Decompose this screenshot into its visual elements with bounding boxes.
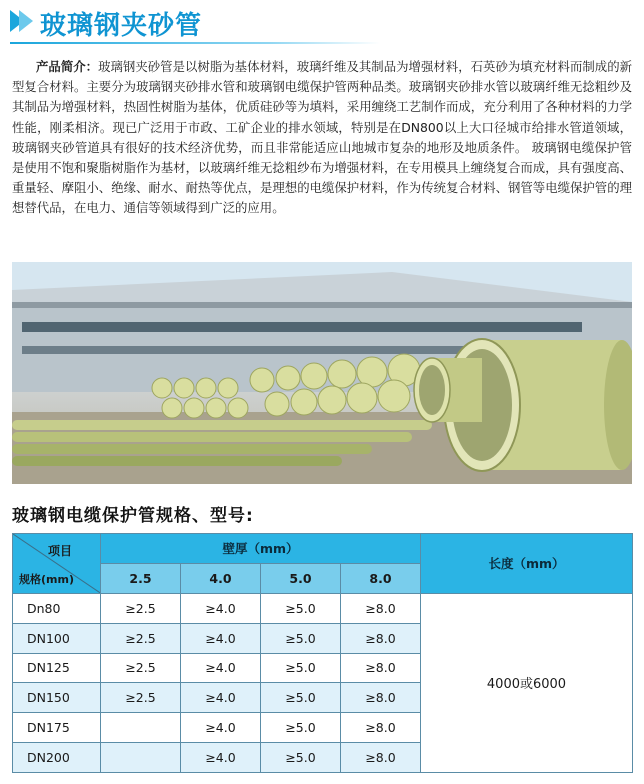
- wall-thickness-header: 壁厚（mm）: [101, 534, 421, 564]
- value-cell: ≥4.0: [181, 623, 261, 653]
- value-cell: ≥4.0: [181, 653, 261, 683]
- spec-cell: DN200: [13, 743, 101, 773]
- value-cell: [101, 743, 181, 773]
- spec-cell: Dn80: [13, 593, 101, 623]
- table-row: [13, 593, 633, 623]
- corner-spec-label: 规格(mm): [19, 572, 74, 586]
- spec-cell: DN100: [13, 623, 101, 653]
- value-cell: ≥4.0: [181, 683, 261, 713]
- intro-body: 玻璃钢夹砂管是以树脂为基体材料，玻璃纤维及其制品为增强材料，石英砂为填充材料而制成的新型复合材料。主要分为玻璃钢夹砂排水管和玻璃钢电缆保护管两种品类。玻璃钢夹砂排水管以玻璃纤维无捻粗纱及其制品为增强材料，热固性树脂为基体，优质硅砂等为填料，采用缠绕工艺制作而成，充分利用了各种材料的力学性能，刚柔相济。现已广泛用于市政、工矿企业的排水领域，特别是在DN800以上大口径城市给排水管道领域，玻璃钢夹砂管道具有很好的技术经济优势，而且非常能适应山地城市复杂的地形及地质条件。 玻璃钢电缆保护管是使用不饱和聚脂树脂作为基材，以玻璃纤维无捻粗纱布为增强材料，在专用模具上缠绕复合而成，具有强度高、重量轻、摩阻小、绝缘、耐水、耐热等优点，是理想的电缆保护材料，作为传统复合材料、钢管等电缆保护管的理想替代品，在电力、通信等领域得到广泛的应用。: [12, 59, 633, 216]
- section-title: 玻璃钢电缆保护管规格、型号:: [12, 506, 254, 526]
- thickness-col-header: 4.0: [181, 563, 261, 593]
- intro-lead: 产品简介：: [36, 59, 99, 74]
- spec-table: [12, 533, 633, 773]
- length-value-cell: 4000或6000: [421, 593, 633, 772]
- value-cell: ≥8.0: [341, 623, 421, 653]
- title-underline: [10, 42, 380, 44]
- value-cell: ≥8.0: [341, 653, 421, 683]
- spec-cell: DN125: [13, 653, 101, 683]
- value-cell: ≥5.0: [261, 653, 341, 683]
- table-corner-header: [13, 534, 101, 594]
- spec-cell: DN175: [13, 713, 101, 743]
- spec-cell: DN150: [13, 683, 101, 713]
- value-cell: ≥4.0: [181, 713, 261, 743]
- value-cell: ≥2.5: [101, 653, 181, 683]
- value-cell: ≥5.0: [261, 623, 341, 653]
- value-cell: ≥2.5: [101, 593, 181, 623]
- value-cell: ≥4.0: [181, 743, 261, 773]
- corner-item-label: 项目: [47, 544, 72, 558]
- value-cell: ≥8.0: [341, 593, 421, 623]
- value-cell: ≥8.0: [341, 743, 421, 773]
- value-cell: ≥4.0: [181, 593, 261, 623]
- value-cell: ≥5.0: [261, 713, 341, 743]
- page-title: 玻璃钢夹砂管: [40, 11, 203, 41]
- product-photo: [12, 262, 632, 484]
- value-cell: ≥8.0: [341, 713, 421, 743]
- thickness-col-header: 2.5: [101, 563, 181, 593]
- length-header: 长度（mm）: [421, 534, 633, 594]
- product-intro: [12, 57, 632, 219]
- page-header: [0, 0, 644, 48]
- value-cell: ≥5.0: [261, 743, 341, 773]
- value-cell: ≥5.0: [261, 683, 341, 713]
- chevron-right-icon: [19, 10, 33, 32]
- thickness-col-header: 8.0: [341, 563, 421, 593]
- value-cell: ≥2.5: [101, 623, 181, 653]
- thickness-col-header: 5.0: [261, 563, 341, 593]
- value-cell: ≥5.0: [261, 593, 341, 623]
- value-cell: ≥8.0: [341, 683, 421, 713]
- value-cell: [101, 713, 181, 743]
- value-cell: ≥2.5: [101, 683, 181, 713]
